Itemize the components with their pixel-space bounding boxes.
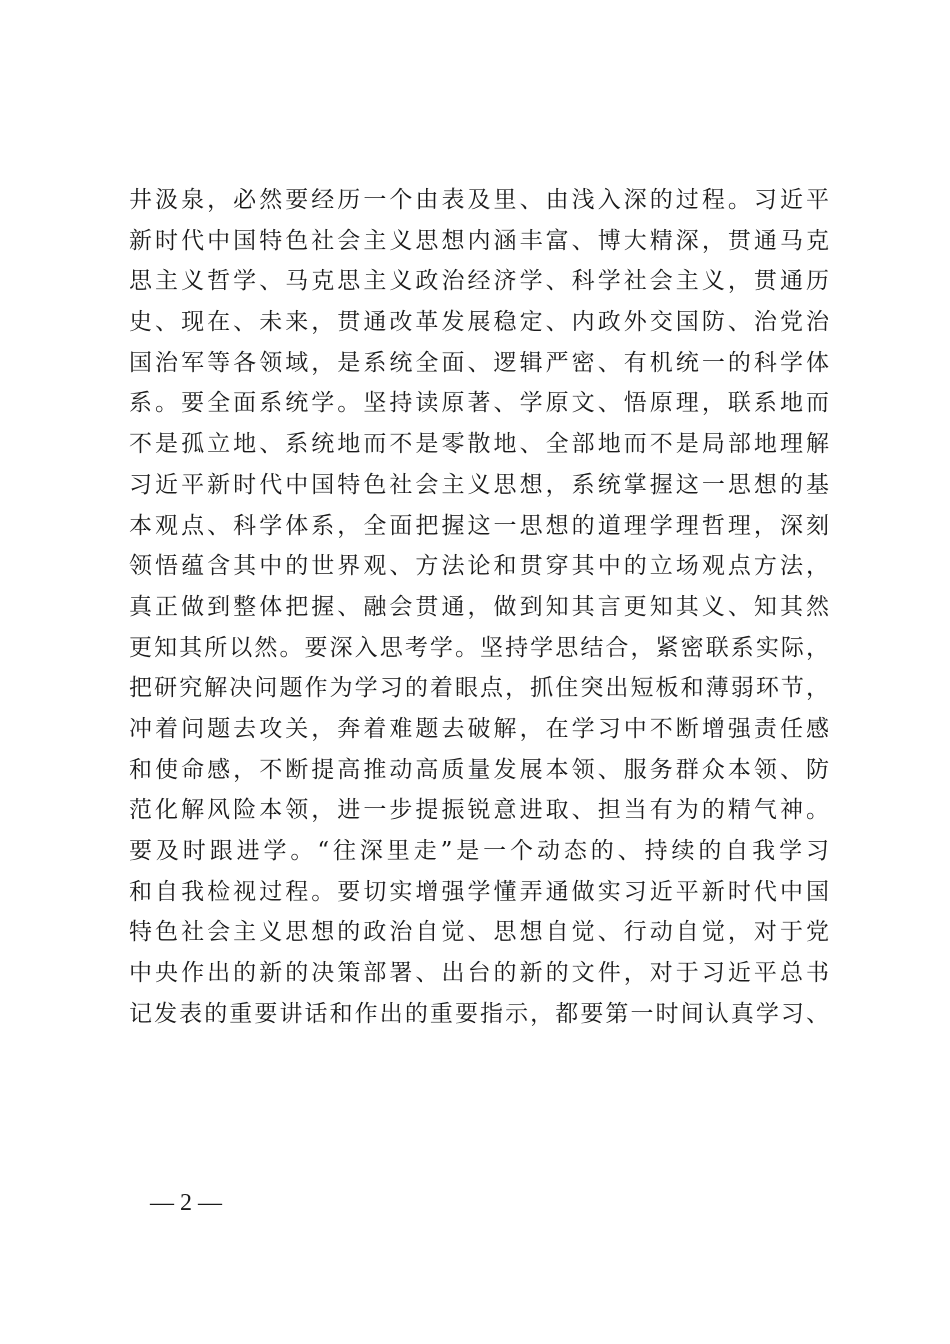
body-text: [129, 180, 829, 1034]
text-line: 中央作出的新的决策部署、出台的新的文件，对于习近平总书: [129, 960, 829, 987]
text-line: 要及时跟进学。“往深里走”是一个动态的、持续的自我学习: [129, 838, 829, 864]
text-line: 和自我检视过程。要切实增强学懂弄通做实习近平新时代中国: [129, 878, 829, 905]
text-line: 本观点、科学体系，全面把握这一思想的道理学理哲理，深刻: [129, 512, 829, 539]
text-line: 更知其所以然。要深入思考学。坚持学思结合，紧密联系实际，: [129, 634, 829, 661]
text-line: 不是孤立地、系统地而不是零散地、全部地而不是局部地理解: [129, 431, 829, 458]
text-line: 思主义哲学、马克思主义政治经济学、科学社会主义，贯通历: [129, 268, 829, 295]
text-line: 新时代中国特色社会主义思想内涵丰富、博大精深，贯通马克: [129, 227, 829, 254]
text-line: 井汲泉，必然要经历一个由表及里、由浅入深的过程。习近平: [129, 187, 829, 213]
text-line: 和使命感，不断提高推动高质量发展本领、服务群众本领、防: [129, 756, 829, 783]
text-line: 系。要全面系统学。坚持读原著、学原文、悟原理，联系地而: [129, 390, 829, 417]
page-number: — 2 —: [150, 1190, 222, 1216]
text-line: 把研究解决问题作为学习的着眼点，抓住突出短板和薄弱环节，: [129, 675, 829, 702]
text-line: 特色社会主义思想的政治自觉、思想自觉、行动自觉，对于党: [129, 919, 829, 946]
text-line: 史、现在、未来，贯通改革发展稳定、内政外交国防、治党治: [129, 309, 829, 336]
text-line: 习近平新时代中国特色社会主义思想，系统掌握这一思想的基: [129, 471, 829, 498]
text-line: 国治军等各领域，是系统全面、逻辑严密、有机统一的科学体: [129, 349, 829, 376]
text-line: 冲着问题去攻关，奔着难题去破解，在学习中不断增强责任感: [129, 715, 829, 742]
text-line: 领悟蕴含其中的世界观、方法论和贯穿其中的立场观点方法，: [129, 553, 829, 580]
text-line: 真正做到整体把握、融会贯通，做到知其言更知其义、知其然: [129, 593, 829, 620]
text-line: 范化解风险本领，进一步提振锐意进取、担当有为的精气神。: [129, 797, 829, 824]
text-line: 记发表的重要讲话和作出的重要指示，都要第一时间认真学习、: [129, 1000, 829, 1027]
